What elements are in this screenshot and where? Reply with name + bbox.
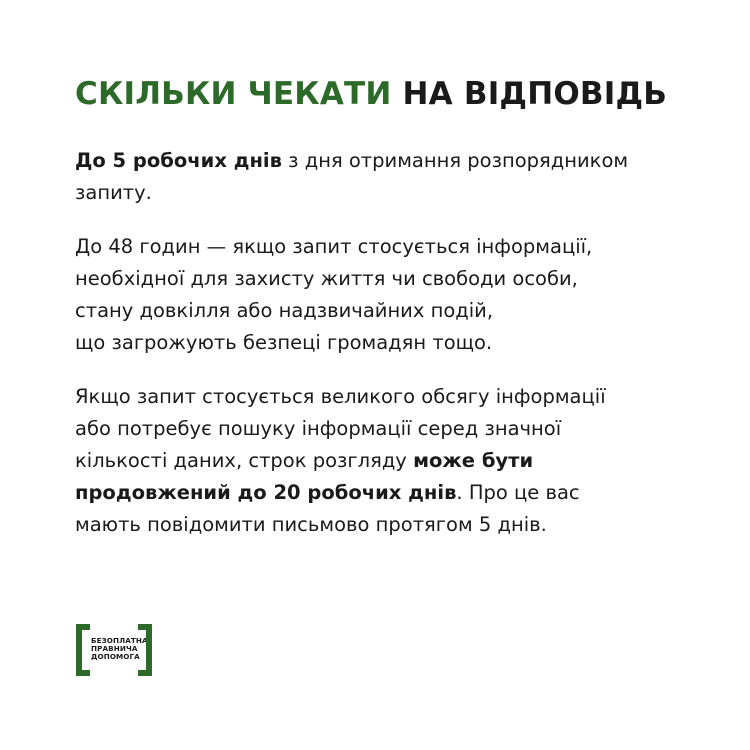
extension-bold: продовжений до 20 робочих днів: [75, 481, 457, 504]
organization-logo: [76, 624, 152, 676]
paragraph-line: стану довкілля або надзвичайних подій,: [75, 299, 494, 322]
logo-line: БЕЗОПЛАТНА: [91, 636, 148, 645]
paragraph-line: мають повідомити письмово протягом 5 днів.: [75, 513, 547, 536]
logo-line: ПРАВНИЧА: [91, 644, 138, 654]
extension-text: кількості даних, строк розгляду: [75, 449, 414, 472]
urgent-paragraph: [75, 231, 695, 359]
paragraph-line: [75, 145, 695, 177]
extension-paragraph: [75, 381, 695, 541]
logo-line: ДОПОМОГА: [91, 652, 140, 662]
title-accent: СКІЛЬКИ ЧЕКАТИ: [75, 76, 392, 112]
paragraph-line: що загрожують безпеці громадян тощо.: [75, 331, 493, 354]
paragraph-line: [75, 445, 695, 477]
extension-bold: може бути: [413, 449, 534, 472]
title-rest: НА ВІДПОВІДЬ: [402, 76, 668, 112]
deadline-bold: До 5 робочих днів: [75, 149, 282, 172]
deadline-paragraph: [75, 145, 695, 209]
paragraph-line: необхідної для захисту життя чи свободи особи,: [75, 267, 578, 290]
page-title: [75, 72, 667, 116]
deadline-text: з дня отримання розпорядником: [281, 149, 629, 172]
paragraph-line: Якщо запит стосується великого обсягу інформації: [75, 385, 606, 408]
paragraph-line: або потребує пошуку інформації серед значної: [75, 417, 562, 440]
paragraph-line: [75, 477, 695, 509]
paragraph-line: До 48 годин — якщо запит стосується інформації,: [75, 235, 593, 258]
paragraph-line: запиту.: [75, 181, 152, 204]
logo-bracket-left-icon: [76, 624, 90, 676]
logo-bracket-right-icon: [138, 624, 152, 676]
extension-text: . Про це вас: [456, 481, 580, 504]
